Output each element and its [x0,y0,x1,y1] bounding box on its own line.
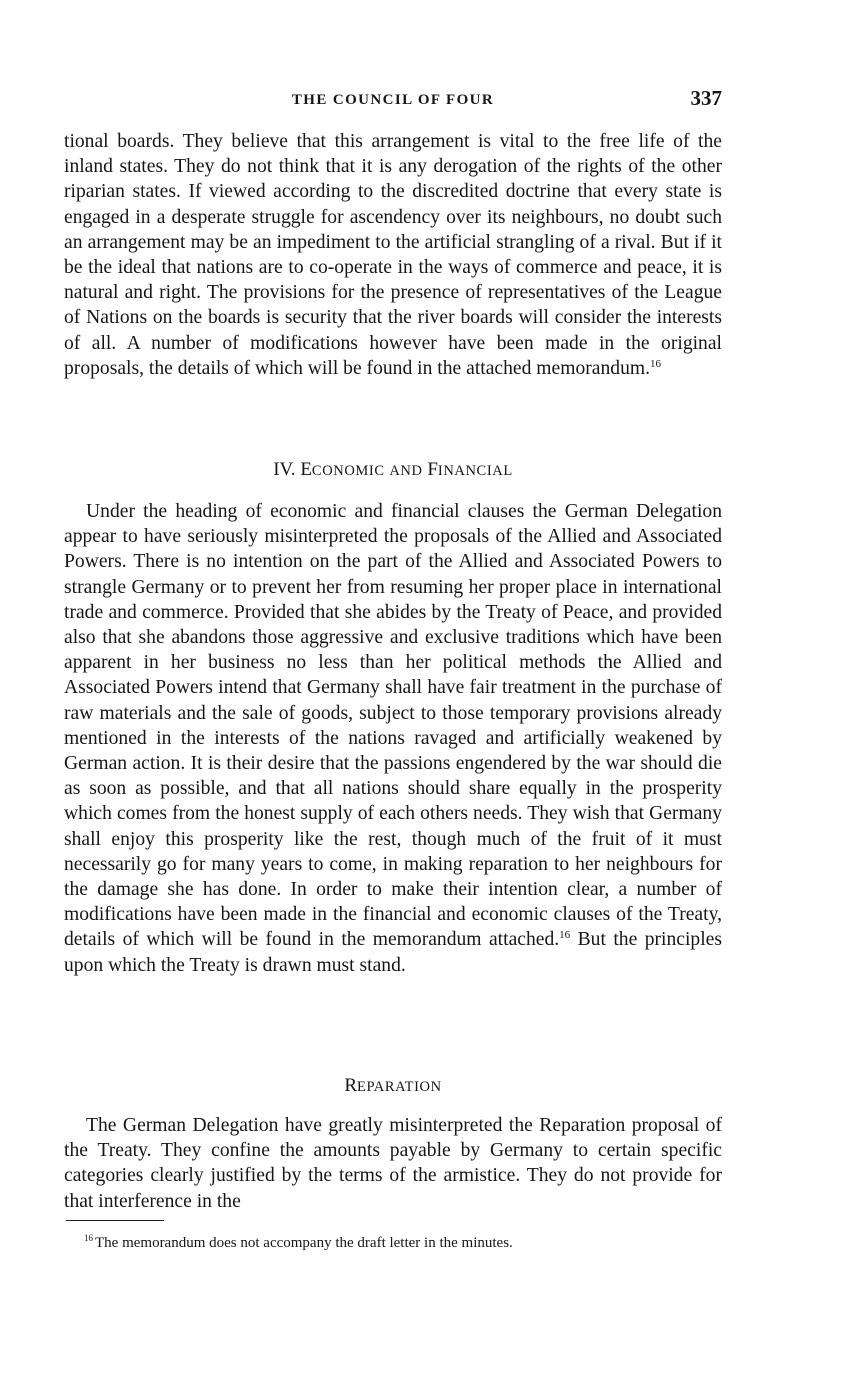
heading-numeral: IV. [273,459,296,480]
page-number: 337 [690,86,722,110]
paragraph-economic [64,499,722,978]
running-title: THE COUNCIL OF FOUR [291,92,495,108]
footnote [84,1233,724,1253]
paragraph-text: The German Delegation have greatly misinterpreted the Reparation proposal of the Treaty. They confine the amounts payable by Germany to certain specific categories clearly justified by the terms of the armistice. They do not provide for that interference in the [64,1115,722,1212]
footnote-reference: 16 [650,357,662,370]
footnote-reference: 16 [559,929,571,942]
section-heading-economic-financial [64,459,722,481]
paragraph-reparation [64,1113,722,1214]
footnote-rule [66,1220,164,1221]
footnote-mark: 16 [84,1233,93,1243]
heading-word-economic: ECONOMIC [300,459,385,480]
paragraph-text: tional boards. They believe that this arrangement is vital to the free life of the inland states. They do not think that it is any derogation of the rights of the other riparian states. If viewed according to the discredited doctrine that every state is engaged in a desperate struggle for ascendency over its neighbours, no doubt such an arrangement may be an impediment to the artificial strangling of a rival. But if it be the ideal that nations are to co-operate in the ways of commerce and peace, it is natural and right. The provisions for the presence of representatives of the League of Nations on the boards is security that the river boards will consider the interests of all. A number of modifications however have been made in the original proposals, the details of which will be found in the attached memorandum. [64,131,722,379]
section-heading-reparation: REPARATION [344,1075,442,1096]
heading-conjunction: AND [389,463,423,479]
paragraph-text-closing: But the principles upon which the Treaty is drawn must stand. [64,929,722,976]
running-head [64,86,722,116]
heading-word-financial: FINANCIAL [427,459,513,480]
paragraph-river-boards [64,129,722,381]
paragraph-text: Under the heading of economic and financial clauses the German Delegation appear to have seriously misinterpreted the proposals of the Allied and Associated Powers. There is no intention on the part of the Allied and Associated Powers to strangle Germany or to prevent her from resuming her proper place in international trade and commerce. Provided that she abides by the Treaty of Peace, and provided also that she abandons those aggressive and exclusive traditions which have been apparent in her business no less than her political methods the Allied and Associated Powers intend that Germany shall have fair treatment in the purchase of raw materials and the sale of goods, subject to those temporary provisions already mentioned in the interests of the nations ravaged and artificially weakened by German action. It is their desire that the passions engendered by the war should die as soon as possible, and that all nations should share equally in the prosperity which comes from the honest supply of each others needs. They wish that Germany shall enjoy this prosperity like the rest, though much of the fruit of it must necessarily go for many years to come, in making reparation to her neighbours for the damage she has done. In order to make their intention clear, a number of modifications have been made in the financial and economic clauses of the Treaty, details of which will be found in the memorandum attached. [64,501,722,951]
footnote-text: The memorandum does not accompany the draft letter in the minutes. [95,1235,513,1251]
